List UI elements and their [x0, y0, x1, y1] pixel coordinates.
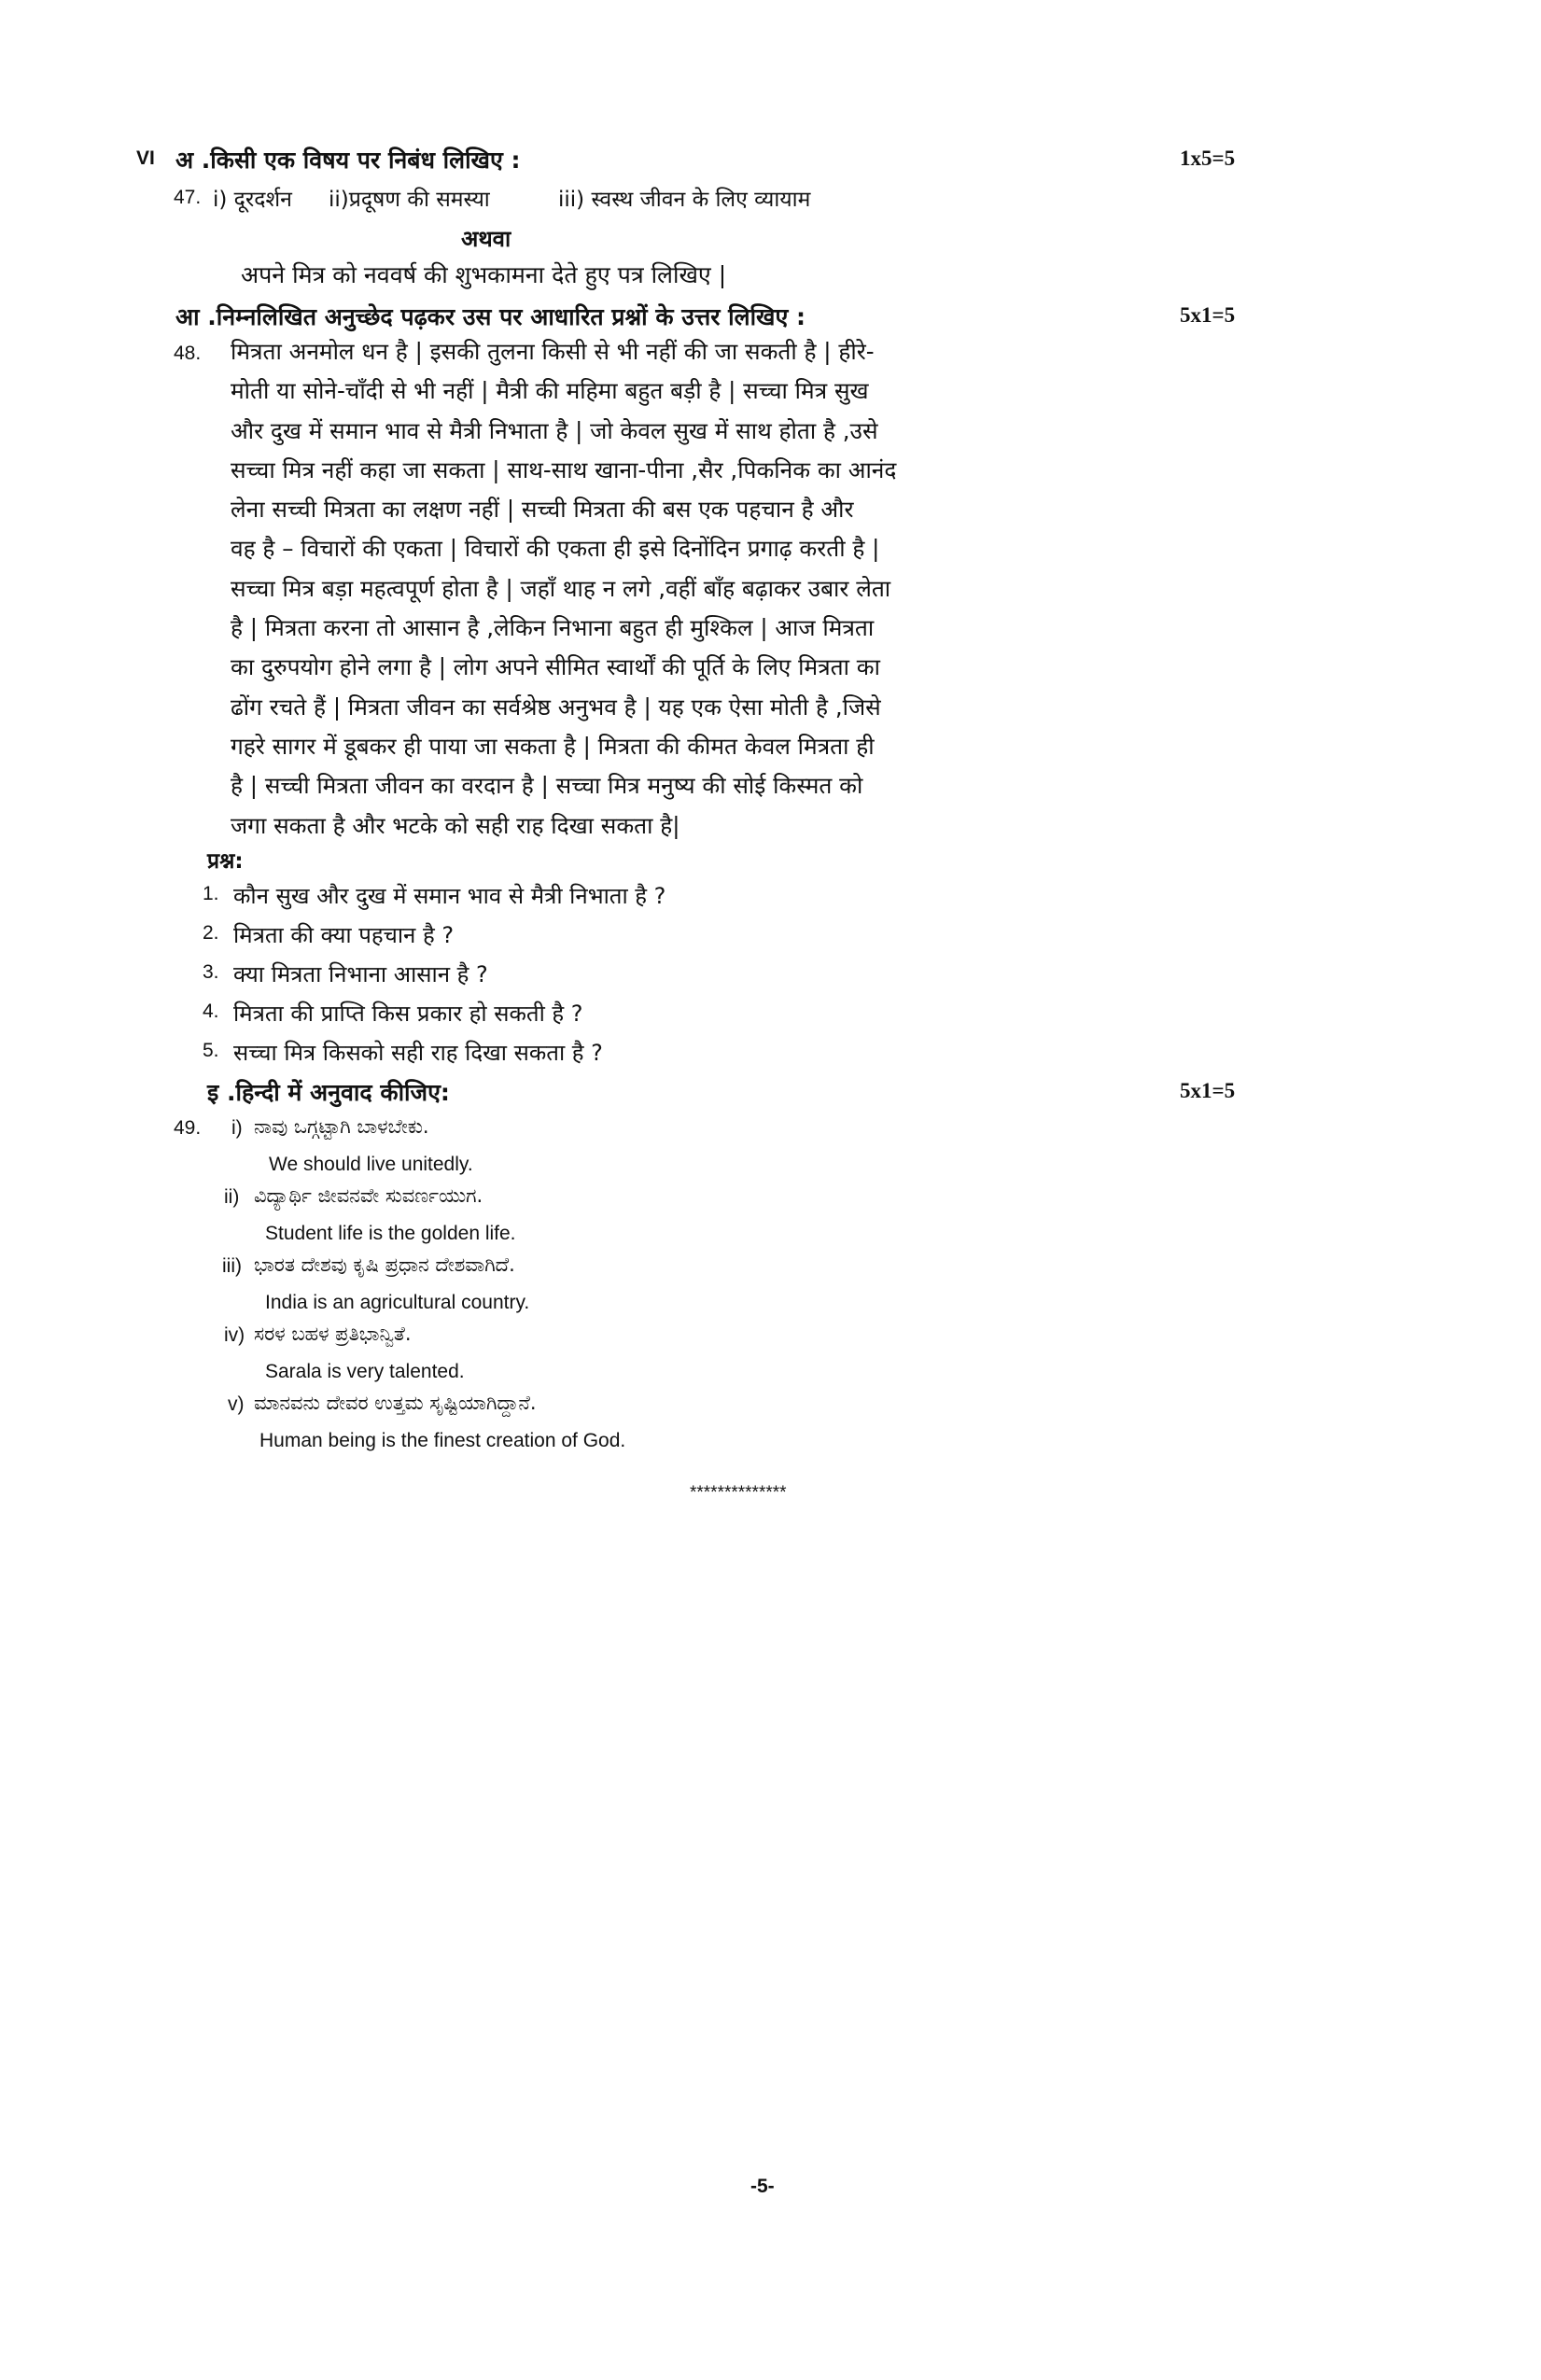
- question-text: सच्चा मित्र किसको सही राह दिखा सकता है ?: [233, 1040, 603, 1066]
- question-text: मित्रता की प्राप्ति किस प्रकार हो सकती है ?: [233, 1001, 583, 1027]
- translation-item-number: ii): [224, 1186, 240, 1208]
- question-47-number: 47.: [174, 187, 202, 208]
- kannada-sentence: ಮಾನವನು ದೇವರ ಉತ್ತಮ ಸೃಷ್ಟಿಯಾಗಿದ್ದಾನೆ.: [254, 1392, 537, 1414]
- translation-item-number: i): [231, 1117, 243, 1139]
- comprehension-passage: [231, 332, 1015, 846]
- kannada-sentence: ವಿದ್ಯಾರ್ಥಿ ಜೀವನವೇ ಸುವರ್ಣಯುಗ.: [254, 1184, 483, 1207]
- letter-prompt: अपने मित्र को नववर्ष की शुभकामना देते हुए पत्र लिखिए |: [241, 261, 727, 288]
- passage-line: लेना सच्ची मित्रता का लक्षण नहीं | सच्ची मित्रता की बस एक पहचान है और: [231, 496, 854, 524]
- question-49-number: 49.: [174, 1117, 202, 1139]
- question-number: 3.: [203, 961, 219, 983]
- page-number: -5-: [750, 2176, 775, 2197]
- question-item: [203, 998, 583, 1029]
- passage-line: सच्चा मित्र नहीं कहा जा सकता | साथ-साथ खाना-पीना ,सैर ,पिकनिक का आनंद: [231, 455, 897, 483]
- section-aa-marks: 5x1=5: [1180, 303, 1236, 327]
- q47-option-3: iii) स्वस्थ जीवन के लिए व्यायाम: [558, 188, 811, 212]
- question-number: 1.: [203, 883, 219, 904]
- kannada-sentence: ಭಾರತ ದೇಶವು ಕೃಷಿ ಪ್ರಧಾನ ದೇಶವಾಗಿದೆ.: [254, 1253, 515, 1276]
- question-text: कौन सुख और दुख में समान भाव से मैत्री निभाता है ?: [233, 883, 666, 909]
- section-aa-title: आ .निम्नलिखित अनुच्छेद पढ़कर उस पर आधारित प्रश्नों के उत्तर लिखिए :: [175, 303, 806, 330]
- passage-line: वह है – विचारों की एकता | विचारों की एकता ही इसे दिनोंदिन प्रगाढ़ करती है |: [231, 535, 880, 563]
- passage-line: जगा सकता है और भटके को सही राह दिखा सकता है|: [231, 811, 680, 839]
- passage-line: का दुरुपयोग होने लगा है | लोग अपने सीमित स्वार्थों की पूर्ति के लिए मित्रता का: [231, 653, 880, 681]
- english-translation: We should live unitedly.: [269, 1154, 473, 1175]
- question-item: [203, 919, 455, 950]
- or-label: अथवा: [461, 226, 511, 252]
- question-item: [203, 1037, 603, 1068]
- passage-line: गहरे सागर में डूबकर ही पाया जा सकता है | मित्रता की कीमत केवल मित्रता ही: [231, 732, 875, 760]
- translation-item-number: v): [228, 1393, 245, 1415]
- passage-line: और दुख में समान भाव से मैत्री निभाता है | जो केवल सुख में साथ होता है ,उसे: [231, 416, 878, 444]
- question-item: [203, 959, 488, 989]
- kannada-sentence: ನಾವು ಒಗ್ಗಟ್ಟಾಗಿ ಬಾಳಬೇಕು.: [254, 1115, 429, 1138]
- question-number: 5.: [203, 1040, 219, 1061]
- section-i-title: इ .हिन्दी में अनुवाद कीजिए:: [207, 1079, 450, 1106]
- english-translation: Human being is the finest creation of God.: [259, 1430, 626, 1451]
- passage-line: मोती या सोने-चाँदी से भी नहीं | मैत्री की महिमा बहुत बड़ी है | सच्चा मित्र सुख: [231, 377, 869, 405]
- question-48-number: 48.: [174, 343, 202, 364]
- question-text: क्या मित्रता निभाना आसान है ?: [233, 961, 488, 987]
- passage-line: ढोंग रचते हैं | मित्रता जीवन का सर्वश्रेष्ठ अनुभव है | यह एक ऐसा मोती है ,जिसे: [231, 693, 881, 721]
- english-translation: Student life is the golden life.: [265, 1223, 516, 1244]
- q47-option-2: ii)प्रदूषण की समस्या: [329, 188, 490, 212]
- english-translation: Sarala is very talented.: [265, 1361, 465, 1382]
- passage-line: मित्रता अनमोल धन है | इसकी तुलना किसी से भी नहीं की जा सकती है | हीरे-: [231, 338, 875, 365]
- questions-label: प्रश्न:: [207, 849, 244, 874]
- question-number: 4.: [203, 1001, 219, 1022]
- passage-line: सच्चा मित्र बड़ा महत्वपूर्ण होता है | जहाँ थाह न लगे ,वहीं बाँह बढ़ाकर उबार लेता: [231, 574, 891, 602]
- q47-option-1: i) दूरदर्शन: [213, 188, 292, 212]
- translation-item-number: iv): [224, 1324, 245, 1346]
- question-number: 2.: [203, 922, 219, 944]
- end-separator: **************: [690, 1483, 787, 1503]
- kannada-sentence: ಸರಳ ಬಹಳ ಪ್ರತಿಭಾನ್ವಿತೆ.: [254, 1323, 412, 1345]
- section-vi-marks: 1x5=5: [1180, 147, 1236, 170]
- passage-line: है | मित्रता करना तो आसान है ,लेकिन निभाना बहुत ही मुश्किल | आज मित्रता: [231, 614, 875, 642]
- question-text: मित्रता की क्या पहचान है ?: [233, 922, 455, 948]
- section-roman-numeral: VI: [136, 147, 155, 169]
- passage-line: है | सच्ची मित्रता जीवन का वरदान है | सच्चा मित्र मनुष्य की सोई किस्मत को: [231, 772, 863, 800]
- translation-item-number: iii): [222, 1255, 242, 1277]
- section-vi-title: अ .किसी एक विषय पर निबंध लिखिए :: [175, 147, 521, 174]
- english-translation: India is an agricultural country.: [265, 1292, 530, 1313]
- section-i-marks: 5x1=5: [1180, 1079, 1236, 1102]
- question-item: [203, 880, 666, 911]
